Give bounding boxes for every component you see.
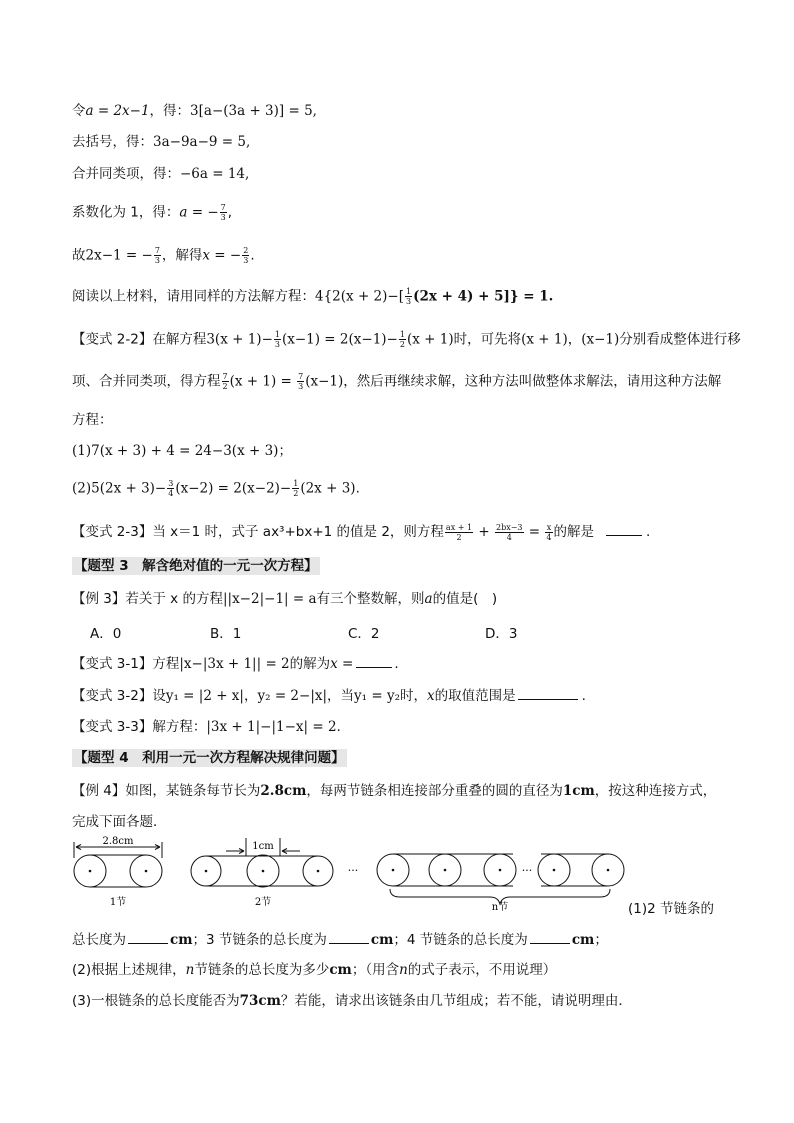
fraction: $\frac{1}{2}$ — [399, 330, 405, 349]
math: a = 2x−1 — [85, 103, 150, 119]
label-tag: 【变式 2-3】 — [72, 524, 153, 540]
text: 方程： — [72, 412, 113, 428]
math: 3(x + 1)− — [206, 331, 273, 348]
text-line-21 — [72, 961, 556, 979]
label-tag: 【变式 2-2】 — [72, 331, 153, 348]
text: ？若能，请求出该链条由几节组成；若不能，请说明理由． — [280, 993, 632, 1009]
math: y₁ = y₂ — [354, 688, 401, 704]
unit: cm — [370, 932, 394, 948]
label-tag: 【例 3】 — [72, 591, 126, 607]
text: 项、合并同类项，得方程 — [72, 373, 221, 390]
item-number: (1) — [72, 443, 92, 459]
text: ，得： — [149, 103, 191, 119]
math: (x + 1) — [521, 331, 568, 348]
math: (x−1) — [581, 331, 620, 348]
text: . — [336, 719, 341, 735]
text-line-12 — [72, 522, 650, 542]
text: ， — [567, 331, 582, 348]
text: 当 x＝1 时，式子 ax³+bx+1 的值是 2，则方程 — [152, 524, 444, 540]
math: −6a = 14, — [180, 166, 250, 182]
math: 3[a−(3a + 3)] = 5, — [190, 103, 317, 119]
text: ；3 节链条的总长度为 — [192, 932, 327, 948]
text: ；4 节链条的总长度为 — [393, 932, 528, 948]
text-line-17 — [72, 782, 716, 800]
text: 分别看成整体进行移 — [619, 331, 741, 348]
ellipsis: ··· — [521, 864, 533, 877]
math: x = − — [202, 247, 242, 264]
section-heading-4: 【题型 4 利用一元一次方程解决规律问题】 — [74, 750, 345, 766]
caption-2: 2节 — [254, 897, 272, 908]
math: 3a−9a−9 = 5, — [153, 134, 251, 150]
math: (2x + 4) + 5]} = 1. — [413, 288, 554, 305]
text: (1)2 节链条的 — [628, 901, 715, 917]
math: |3x + 1|−|1−x| = 2 — [206, 719, 337, 735]
math: x — [427, 688, 435, 704]
item-number: (2) — [72, 480, 92, 497]
text: 的值是( ) — [432, 591, 498, 607]
text-line-13 — [72, 590, 497, 608]
fraction: $\frac{2}{3}$ — [243, 246, 249, 265]
math: y₁ = |2 + x| — [165, 688, 244, 704]
fraction: $\frac{7}{2}$ — [222, 372, 228, 391]
text-line-5 — [72, 246, 255, 265]
math: (x + 1) — [406, 331, 454, 348]
text: ； — [594, 932, 608, 948]
option-a[interactable]: A．0 — [90, 626, 122, 642]
text: ，然后再继续求解，这种方法叫做整体求解法，请用这种方法解 — [343, 373, 722, 390]
answer-blank[interactable] — [518, 686, 578, 700]
text-line-20 — [72, 930, 608, 949]
unit: cm — [170, 932, 193, 948]
text: 阅读以上材料，请用同样的方法解方程： — [72, 288, 315, 305]
fraction: $\frac{7}{3}$ — [220, 203, 226, 222]
fraction: $\frac{1}{3}$ — [405, 287, 412, 306]
fraction: $\frac{x}{4}$ — [546, 522, 552, 542]
math: 2.8cm — [260, 783, 307, 799]
answer-blank[interactable] — [606, 522, 642, 536]
text-line-19 — [628, 900, 714, 918]
math: = — [524, 524, 545, 540]
unit: cm — [571, 932, 595, 948]
math: 7(x + 3) + 4 = 24−3(x + 3) — [91, 443, 279, 459]
math: (x−1) = 2(x−1)− — [281, 331, 398, 348]
text-line-22 — [72, 992, 632, 1010]
section-heading-3: 【题型 3 解含绝对值的一元一次方程】 — [74, 558, 318, 574]
text-line-16 — [72, 718, 341, 736]
text: . — [250, 247, 255, 264]
answer-blank[interactable] — [329, 930, 369, 944]
label-tag: 【变式 3-1】 — [72, 656, 153, 672]
math: 73cm — [239, 993, 281, 1009]
math: x = — [330, 656, 354, 672]
text-line-18 — [72, 813, 167, 831]
math: (x−1) — [305, 373, 344, 390]
caption-n: n节 — [491, 902, 509, 912]
text: ； — [278, 443, 292, 459]
answer-blank[interactable] — [356, 654, 392, 668]
text: (3)一根链条的总长度能否为 — [72, 993, 240, 1009]
text-line-6 — [72, 287, 553, 306]
text: 若关于 x 的方程 — [125, 591, 223, 607]
text: 合并同类项，得： — [72, 166, 180, 182]
math: 1cm — [562, 783, 595, 799]
text: 解方程： — [152, 719, 207, 735]
option-c[interactable]: C．2 — [348, 626, 380, 642]
text: 时，可先将 — [453, 331, 522, 348]
fraction: $\frac{ax + 1}{2}$ — [445, 522, 473, 542]
label-tag: 【变式 3-3】 — [72, 719, 153, 735]
fraction: $\frac{7}{3}$ — [298, 372, 304, 391]
text-line-8 — [72, 372, 721, 391]
text: . — [646, 524, 651, 540]
text: , — [227, 204, 233, 221]
math: n — [185, 962, 195, 978]
text-line-11 — [72, 479, 360, 498]
text: 的解为 — [289, 656, 331, 672]
text-line-1 — [72, 102, 317, 120]
text: ，当 — [327, 688, 355, 704]
text-line-4 — [72, 203, 232, 222]
fraction: $\frac{1}{3}$ — [274, 330, 280, 349]
text-line-15 — [72, 686, 586, 705]
fraction: $\frac{2bx-3}{4}$ — [496, 522, 523, 542]
option-d[interactable]: D．3 — [485, 626, 518, 642]
ellipsis: ··· — [347, 864, 359, 877]
math: |x−|3x + 1|| = 2 — [179, 656, 290, 672]
math: 5(2x + 3)− — [91, 480, 167, 497]
text: ，按这种连接方式， — [594, 783, 717, 799]
text: 故 — [72, 247, 86, 264]
text: ， — [243, 688, 258, 704]
math: a — [424, 591, 433, 607]
text: . — [355, 480, 360, 497]
unit: cm — [329, 962, 352, 978]
length-label: 2.8cm — [102, 836, 134, 847]
text: 系数化为 1，得： — [72, 204, 180, 221]
overlap-label: 1cm — [252, 841, 274, 852]
text-line-14 — [72, 654, 399, 673]
label-tag: 【变式 3-2】 — [72, 688, 153, 704]
answer-blank[interactable] — [530, 930, 570, 944]
math: 4{2(x + 2)−[ — [315, 288, 404, 305]
math: y₂ = 2−|x| — [257, 688, 328, 704]
text: 令 — [72, 103, 86, 119]
fraction: $\frac{3}{4}$ — [168, 479, 174, 498]
text-line-10 — [72, 442, 292, 460]
text: 的式子表示，不用说理） — [407, 962, 557, 978]
caption-1: 1节 — [109, 897, 127, 908]
text: 方程 — [152, 656, 180, 672]
math: (2x + 3) — [300, 480, 356, 497]
text: 总长度为 — [72, 932, 126, 948]
answer-blank[interactable] — [128, 930, 168, 944]
math: + — [474, 524, 494, 540]
label-tag: 【例 4】 — [72, 783, 126, 799]
text: 时， — [400, 688, 428, 704]
text: 如图，某链条每节长为 — [125, 783, 261, 799]
text: ，每两节链条相连接部分重叠的圆的直径为 — [306, 783, 563, 799]
text: . — [394, 656, 399, 672]
text: ，解得 — [161, 247, 203, 264]
math: (x−2) = 2(x−2)− — [175, 480, 292, 497]
math: a = − — [179, 204, 219, 221]
chain-figure — [60, 836, 630, 912]
math: ||x−2|−1| = a — [222, 591, 317, 607]
text: ；（用含 — [351, 962, 400, 978]
text: 设 — [152, 688, 166, 704]
text: 去括号，得： — [72, 134, 153, 150]
text: . — [581, 688, 586, 704]
text-line-3 — [72, 165, 249, 183]
text-line-9 — [72, 411, 113, 429]
math: 2x−1 = − — [85, 247, 153, 264]
text-line-2 — [72, 133, 250, 151]
math: n — [399, 962, 408, 978]
fraction: $\frac{1}{2}$ — [293, 479, 299, 498]
text: 的取值范围是 — [434, 688, 516, 704]
text: 的解是 — [553, 524, 595, 540]
text: 有三个整数解，则 — [316, 591, 425, 607]
text: (2)根据上述规律， — [72, 962, 186, 978]
math: (x + 1) = — [229, 373, 297, 390]
text: 在解方程 — [152, 331, 207, 348]
option-b[interactable]: B．1 — [210, 626, 242, 642]
text: 完成下面各题． — [72, 814, 167, 830]
text: 节链条的总长度为多少 — [194, 962, 330, 978]
text-line-7 — [72, 330, 741, 349]
fraction: $\frac{7}{3}$ — [154, 246, 160, 265]
